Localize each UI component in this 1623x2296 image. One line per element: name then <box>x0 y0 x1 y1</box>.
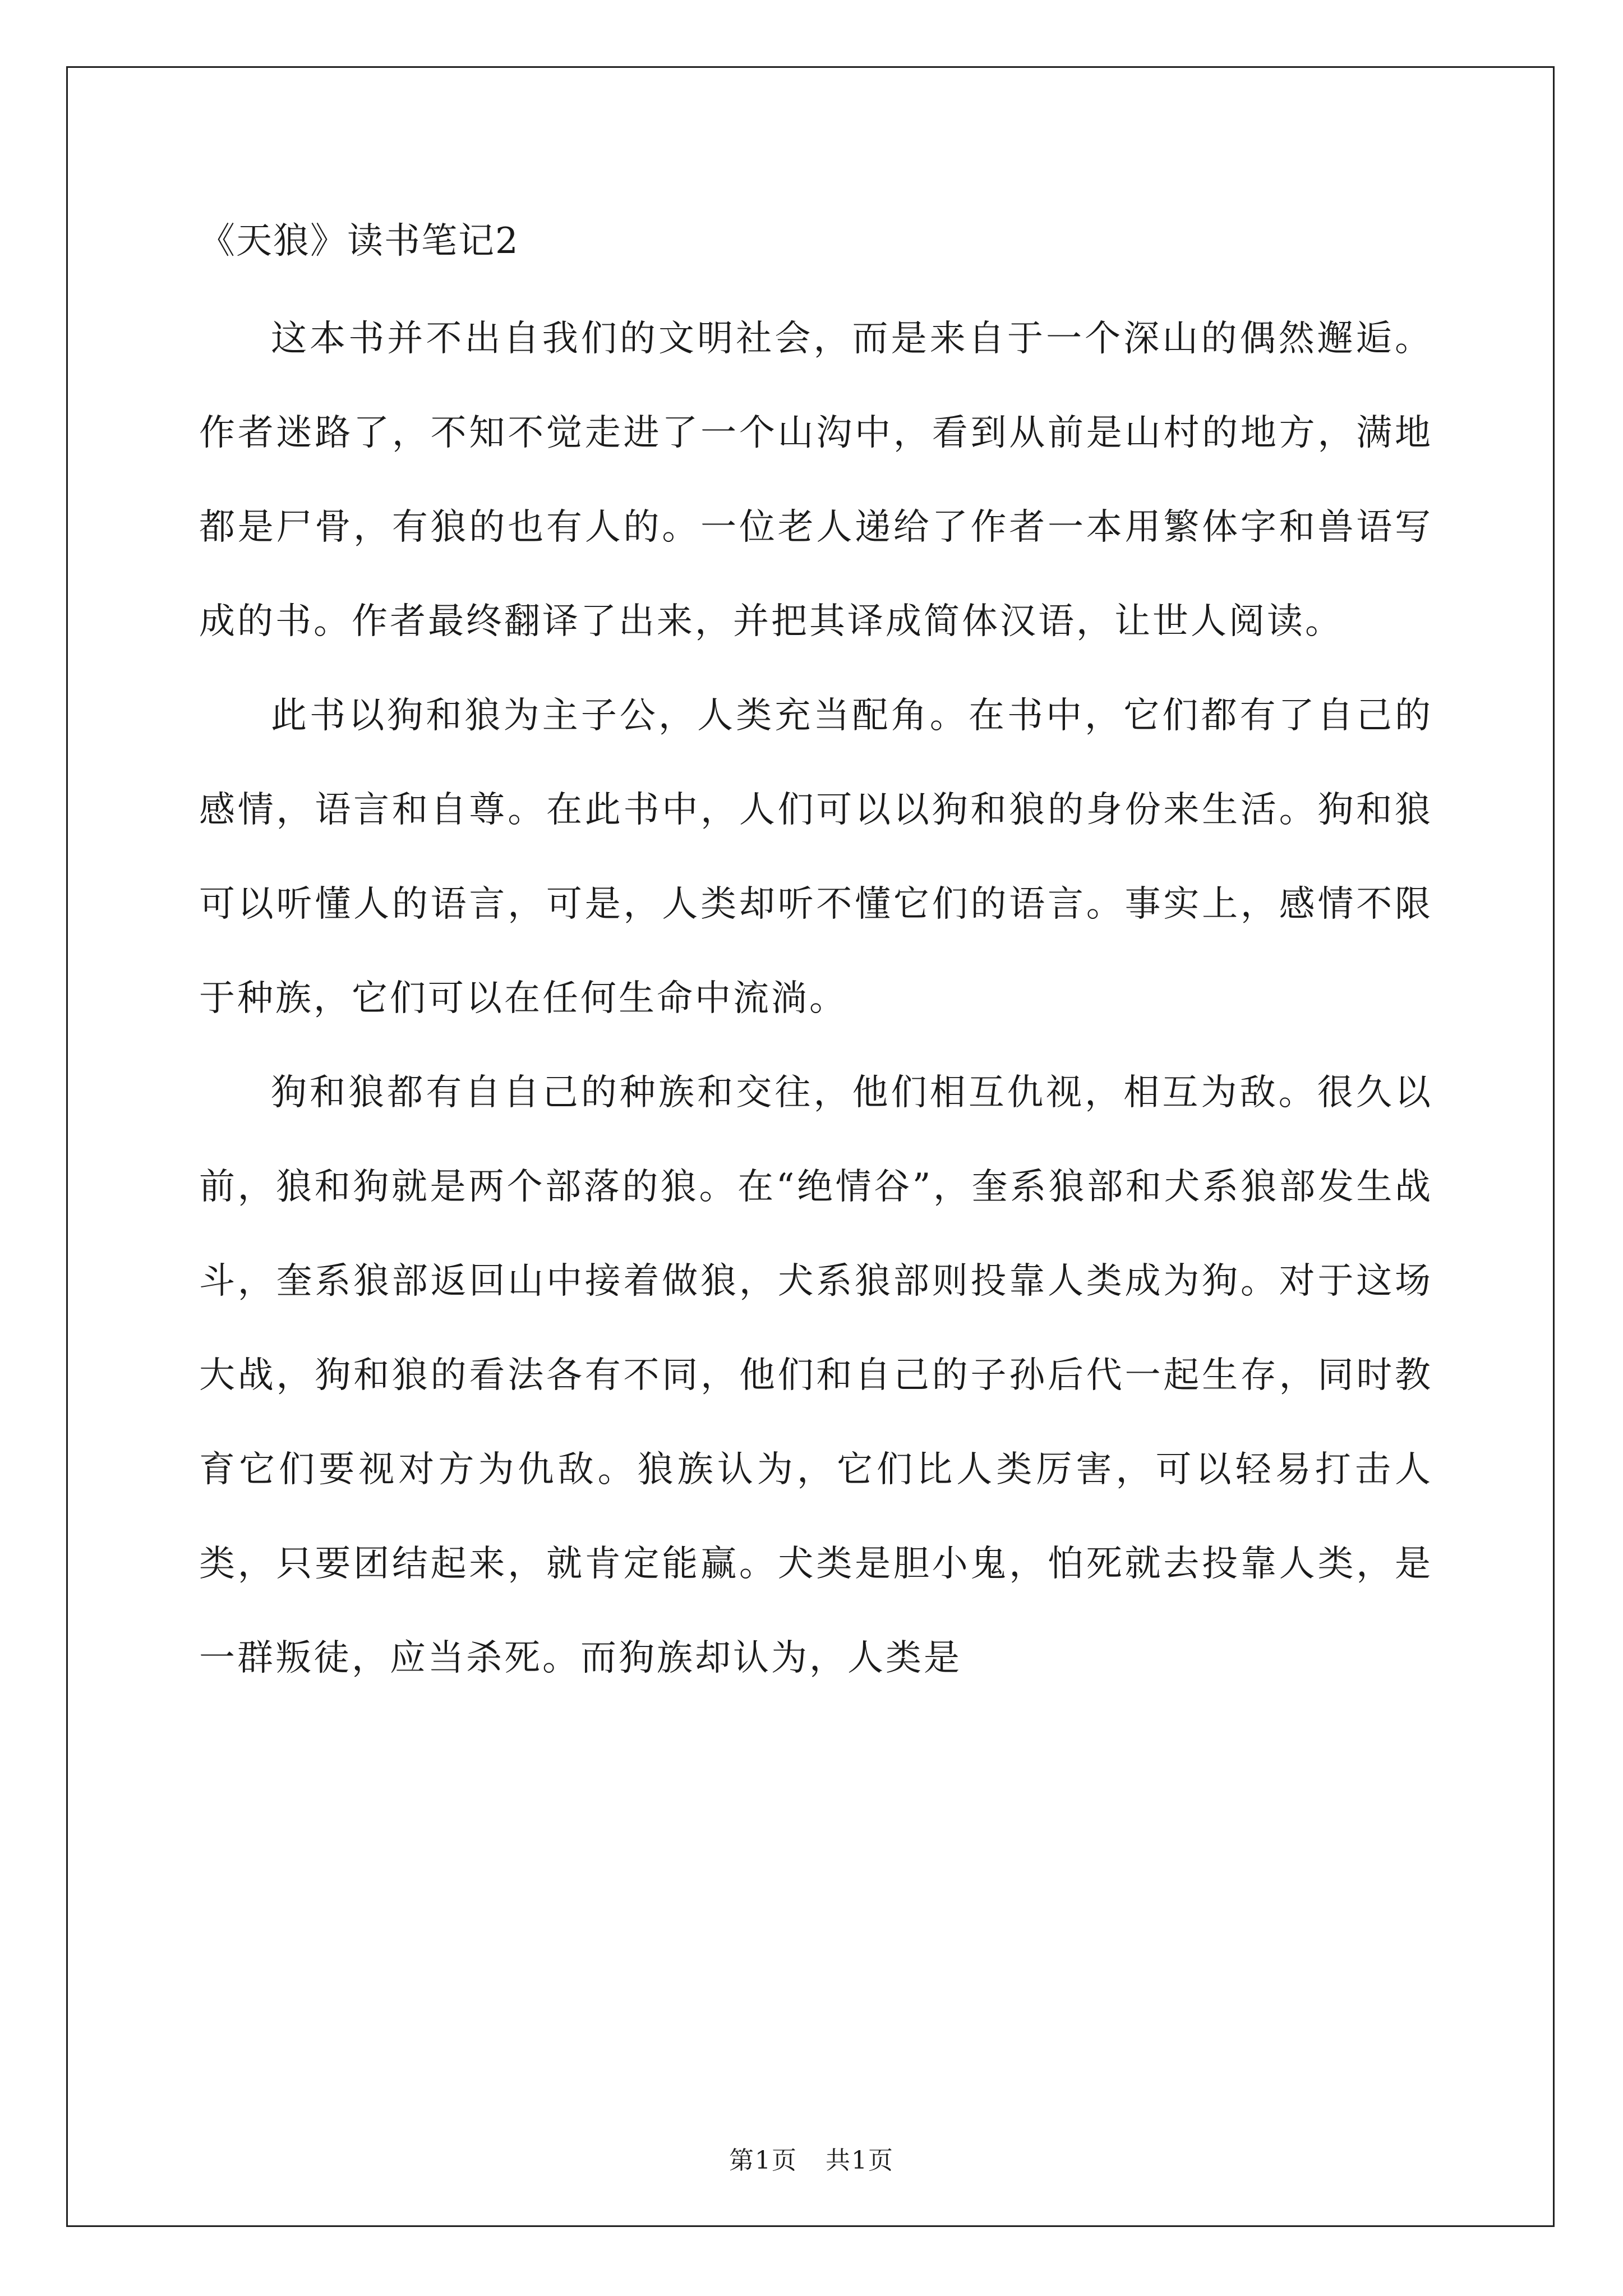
document-body <box>199 213 1433 1705</box>
paragraph-1: 这本书并不出自我们的文明社会，而是来自于一个深山的偶然邂逅。作者迷路了，不知不觉走进了一个山沟中，看到从前是山村的地方，满地都是尸骨，有狼的也有人的。一位老人递给了作者一本用繁体字和兽语写成的书。作者最终翻译了出来，并把其译成简体汉语，让世人阅读。 <box>199 318 1433 642</box>
paragraph-2: 此书以狗和狼为主子公，人类充当配角。在书中，它们都有了自己的感情，语言和自尊。在此书中，人们可以以狗和狼的身份来生活。狗和狼可以听懂人的语言，可是，人类却听不懂它们的语言。事实上，感情不限于种族，它们可以在任何生命中流淌。 <box>199 695 1433 1019</box>
page-number-total: 共1页 <box>826 2146 894 2175</box>
document-title: 《天狼》读书笔记2 <box>199 220 519 262</box>
page-footer <box>0 2140 1623 2176</box>
paragraph-3: 狗和狼都有自自己的种族和交往，他们相互仇视，相互为敌。很久以前，狼和狗就是两个部落的狼。在“绝情谷”，奎系狼部和犬系狼部发生战斗，奎系狼部返回山中接着做狼，犬系狼部则投靠人类成为狗。对于这场大战，狗和狼的看法各有不同，他们和自己的子孙后代一起生存，同时教育它们要视对方为仇敌。狼族认为，它们比人类厉害，可以轻易打击人类，只要团结起来，就肯定能赢。犬类是胆小鬼，怕死就去投靠人类，是一群叛徒，应当杀死。而狗族却认为，人类是 <box>199 1072 1433 1679</box>
page-number-current: 第1页 <box>729 2146 797 2175</box>
